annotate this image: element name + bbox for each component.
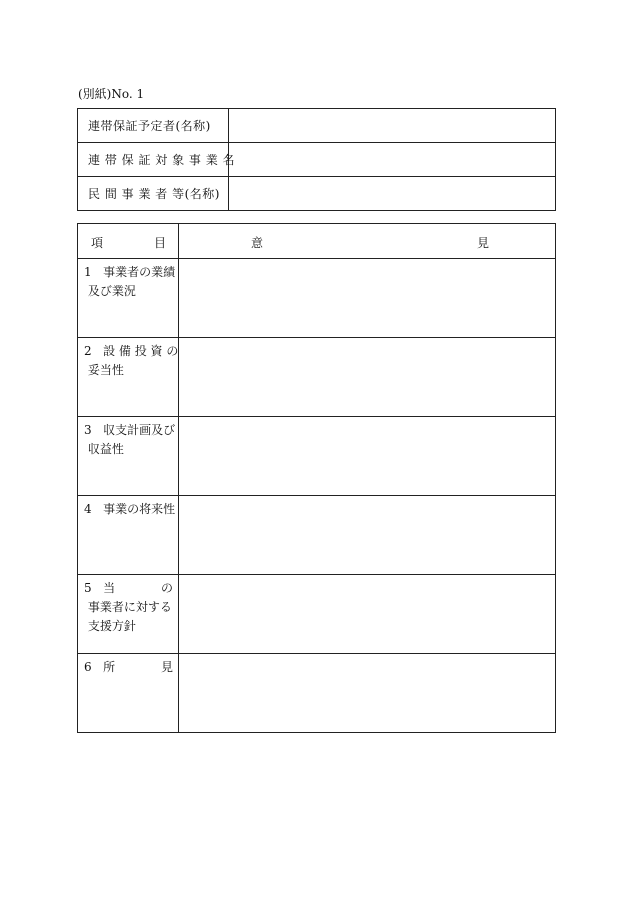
- info-value-project[interactable]: [229, 143, 556, 177]
- item-cell-3: [78, 417, 179, 496]
- item-line1-1: 事業者の業績: [103, 265, 176, 279]
- header-item-b: 目: [154, 236, 167, 250]
- info-label-operator: 民 間 事 業 者 等(名称): [78, 177, 229, 211]
- header-opinion-b: 見: [477, 236, 490, 250]
- item-cell-2: [78, 338, 179, 417]
- assessment-table: [77, 223, 556, 733]
- header-opinion-cell: [179, 224, 556, 259]
- item-cell-5: [78, 575, 179, 654]
- item-num-5: 5: [84, 581, 92, 595]
- info-row-guarantor: [78, 109, 556, 143]
- item-cell-4: [78, 496, 179, 575]
- item-cell-1: [78, 259, 179, 338]
- assessment-row-3: [78, 417, 556, 496]
- item-line1a-6: 所: [103, 660, 116, 674]
- assessment-row-2: [78, 338, 556, 417]
- info-label-project: 連 帯 保 証 対 象 事 業 名: [78, 143, 229, 177]
- assessment-row-6: [78, 654, 556, 733]
- item-line2-5: 事業者に対する: [87, 600, 172, 614]
- item-line1-4: 事業の将来性: [103, 502, 176, 516]
- item-num-2: 2: [84, 344, 92, 358]
- opinion-cell-3[interactable]: [179, 417, 556, 496]
- opinion-cell-2[interactable]: [179, 338, 556, 417]
- info-row-operator: [78, 177, 556, 211]
- header-item-a: 項: [91, 236, 104, 250]
- applicant-info-table: [77, 108, 556, 211]
- info-value-operator[interactable]: [229, 177, 556, 211]
- item-line2-3: 収益性: [87, 442, 124, 456]
- info-label-guarantor: 連帯保証予定者(名称): [78, 109, 229, 143]
- item-num-1: 1: [84, 265, 92, 279]
- assessment-row-1: [78, 259, 556, 338]
- opinion-cell-6[interactable]: [179, 654, 556, 733]
- opinion-cell-4[interactable]: [179, 496, 556, 575]
- item-line1a-5: 当: [103, 581, 116, 595]
- item-line1b-6: 見: [160, 660, 173, 674]
- opinion-cell-1[interactable]: [179, 259, 556, 338]
- assessment-row-5: [78, 575, 556, 654]
- assessment-row-4: [78, 496, 556, 575]
- header-item-cell: [78, 224, 179, 259]
- item-num-4: 4: [84, 502, 92, 516]
- item-line1-2: 設 備 投 資 の: [103, 344, 179, 358]
- item-line2-2: 妥当性: [87, 363, 124, 377]
- item-line1b-5: の: [160, 581, 173, 595]
- assessment-header-row: [78, 224, 556, 259]
- info-row-project: [78, 143, 556, 177]
- header-opinion-a: 意: [251, 236, 264, 250]
- item-line3-5: 支援方針: [87, 619, 136, 633]
- item-num-6: 6: [84, 660, 92, 674]
- opinion-cell-5[interactable]: [179, 575, 556, 654]
- info-value-guarantor[interactable]: [229, 109, 556, 143]
- item-num-3: 3: [84, 423, 92, 437]
- item-line2-1: 及び業況: [87, 284, 136, 298]
- item-line1-3: 収支計画及び: [103, 423, 176, 437]
- item-cell-6: [78, 654, 179, 733]
- page-label: (別紙)No. 1: [78, 87, 145, 101]
